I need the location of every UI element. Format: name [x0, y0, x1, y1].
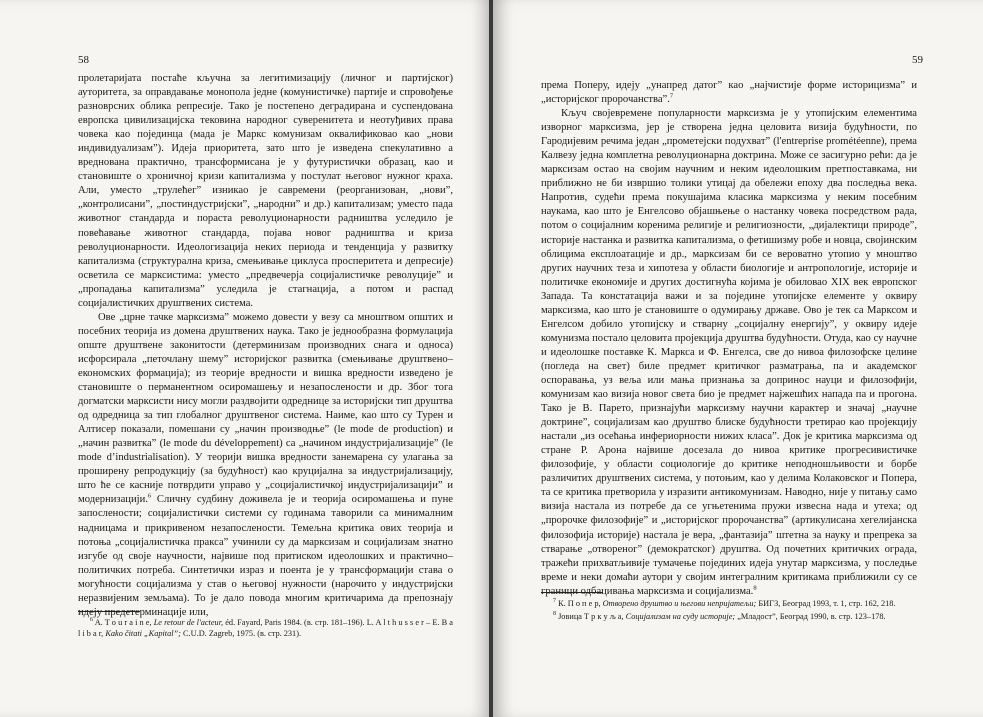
footnote-divider: [78, 611, 140, 612]
paragraph: [541, 107, 917, 599]
paragraph-text: Кључ својевременe популарности марксизма је у утопијским елементима изворног марксизма, јер је створена једна целовита визија будућности, по Гародијевим речима један „прометејски подухват” (l'entreprise prométéenne), према Калвезу једна комплетна револуционарна доктрина. Може се засигурно рећи: да је марксизам остао на својим научним и неким идеолошким претпоставкама, ни приближно не би извршио толики утицај да обележи епоху два последња века. Напротив, судећи према покушајима класика марксизма у неким посебним наукама, као што је Енгелсово објашњење о настанку човека посредством рада, потом о социјалним коренима религије и религиозности, „дијалектици природе”, историје настанка и развитка капитализма, о фетишизму робе и новца, својинским облицима експлоатације и др., марксизам би се вероватно утопио у мноштво других научних теза и хипотеза у области биологије и антропологије, историје и политичке економије и других достигнућа којима је обиловао XIX век европског Запада. Та констатација важи и за поједине утопијске елементе у оквиру марксизма, као што је становиште о одумирању државе. Ово је тек са Марксом и Енгелсом добило утопијску и стварну „социјалну енергију”, у оквиру идеје комунизма постало целовита пројекција друштва будућности. Отуда, као су научне и идеолошке поставке К. Маркса и Ф. Енгелса, све до нивоа филозофске целине (погледа на свет) биле предмет критичког разматрања, па и академског оспоравања, уз веља или мања признања за допринос науци и филозофији, комунизам као визија новог света био је предмет најжешћих напада па и прогона. Тако је В. Парето, признајући марксизму научни карактер и значај „научне доктрине”, социјализам као друштво блиске будућности третирао као пројекцију настали „из осећања инфериорности нижих класа”. Док је критика марксизма од стране Р. Арона највише досезала до нивоа критике прогресивистичке филозофије, у области социологије до критике неподношљивости и борбе различитих друштвених система, у потоњим, као у делима Колаковског и Попера, та се критика претворила у изразити антикомунизам. Наводно, није у питању само визија настала из потребе да се угњетенима пружи извесна нада и утеха; од „пророчке филозофије” и „историјског пророчанства” (артикулисана хегелијанска филозофија историје) настала је вера, „фантазија” штетна за науку и препрека за стварање „отвореног” (демократског) друштва. Од почетних критичких ограда, тражећи прихватљивије тумачење појединих идеја унутар марксизма, у последње време и неки домаћи аутори у својим интегралним критикама приближили су се граници одбацивања марксизма и социјализма.: [541, 108, 917, 597]
footnote-title: Социјализам на суду историје;: [625, 612, 736, 621]
paragraph: [541, 79, 917, 107]
paragraph-text: Ове „црне тачке марксизма” можемо довести у везу са мноштвом општих и посебних теорија из домена друштвених наука. Тако је једнообразна формулација опште друштвене законитости (детерминизам производних снага и односа) исфорсирала „петочлану шему” историјског развитка (смењивање друштвено–економских формација); из теорије вредности и вишка вредности изведено је становиште о перманентном осиромашењу и незапослености и др. Због тога догматски марксисти нису могли раздвојити одреднице за историјски тип друштва од одредница за тип глобалног друштвеног система. Наиме, као што су Турен и Алтисер показали, помешани су „начин производње” (le mode de production) и „начин развитка” (le mode du développement) са „начином индустријализације” (le mode d’industrialisation). У теорији вишка вредности занемарена су улагања за проширену репродукцију (за будућност) као круцијална за индустријализацију, што ће се касније потврдити управо у „социјалистичкој индустријализацији” и модернизацији.: [78, 311, 453, 506]
footnote-title: Отворено друштво и његови непријатељи;: [602, 599, 757, 608]
footnote-author: A. T o u r a i n e,: [94, 618, 152, 627]
right-page: [493, 0, 983, 717]
footnote-number: 7: [553, 598, 556, 605]
footnote: [541, 611, 917, 622]
footnote-title: Le retour de l'acteur,: [153, 618, 224, 627]
footnote-marker: 8: [753, 584, 757, 592]
body-text: [541, 79, 917, 599]
footnote: [78, 617, 453, 639]
paragraph: [78, 311, 453, 620]
paragraph-text: према Поперу, идеју „унапред датог” као „најчистије форме историцизма” и „историјског пророчанства”.: [541, 80, 917, 106]
footnote-publication: „Младост”, Београд 1990, в. стр. 123–178.: [737, 612, 886, 621]
page-number: 58: [78, 54, 89, 66]
paragraph-text: Сличну судбину доживела је и теорија осиромашења и пуне запослености; социјалистички системи су годинама таворили са минималним надницама и прикривеном незапослености. Темељна критика ових теорија и потоња „социјалистичка пракса” учинили су да марксизам и социјализам знатно изгубе од своје научности, највише под притиском идеолошких и практично–политичких потреба. Синтетички израз и поента је у трансформацији става о могућности социјализма у став о његовој нужности (нарочито у индустријски неразвијеним земљама). То је дало повода многим критичарима да препознају идеју предетерминације или,: [78, 494, 453, 618]
footnote-publication: éd. Fayard, Paris 1984. (в. стр. 181–196). L. A l t h u s s e r – E. B a l i b a r,: [78, 618, 453, 638]
body-text: [78, 72, 453, 620]
footnote-marker: 6: [147, 492, 152, 500]
page-number: 59: [912, 54, 923, 66]
footnote-publication: C.U.D. Zagreb, 1975. (в. стр. 231).: [183, 629, 302, 638]
paragraph: пролетаријата постаће кључна за легитимизацију (личног и партијског) ауторитета, за оправдавање монопола једне (комунистичке) партије и спровођење разноврсних облика репресије. Тако је постепено деградирана и суспендована европска цивилизацијска тековина народног суверенитета и неотуђивих права човека као појединца (мада је Маркс комунизам оквалификовао као „нови индивидуализам”). Идеја приоритета, зато што је изведена спекулативно а вреднована практично, трансформисана је у футуристички образац, као и становиште о хроничној кризи капитализма у постулат његовог нужног краха. Али, уместо „трулећег” изникао је савремени (реорганизован, „нови”, „контролисани”, „постиндустријски”, „народни” и др.) капитализам; уместо пада животног стандарда и пораста револуционарности радништва уследило је повећавање животног стандарда, појава новог радништва и криза револуционарности. Идеологизација неких периода и тенденција у развитку капитализма (структурална криза, смењивање циклуса просперитета и депресије) осветила се марксистима: уместо „предвечерја социјалистичке револуције” и „пропадања капитализма” уследила је стагнација, а потом и распад социјалистичких друштвених система.: [78, 73, 453, 309]
footnote-publication: БИГЗ, Београд 1993, т. 1, стр. 162, 218.: [758, 599, 896, 608]
footnotes: [78, 617, 453, 641]
footnote: [541, 598, 917, 609]
footnotes: [541, 598, 917, 624]
footnote-divider: [541, 592, 603, 593]
footnote-author: К. П о п е р,: [558, 599, 601, 608]
footnote-marker: 7: [669, 92, 674, 100]
left-page: [0, 0, 491, 717]
footnote-number: 6: [90, 617, 93, 624]
footnote-number: 8: [553, 611, 556, 618]
footnote-author: Јовица Т р к у љ а,: [558, 612, 624, 621]
footnote-title: Kako čitati „Kapital”;: [105, 629, 181, 638]
